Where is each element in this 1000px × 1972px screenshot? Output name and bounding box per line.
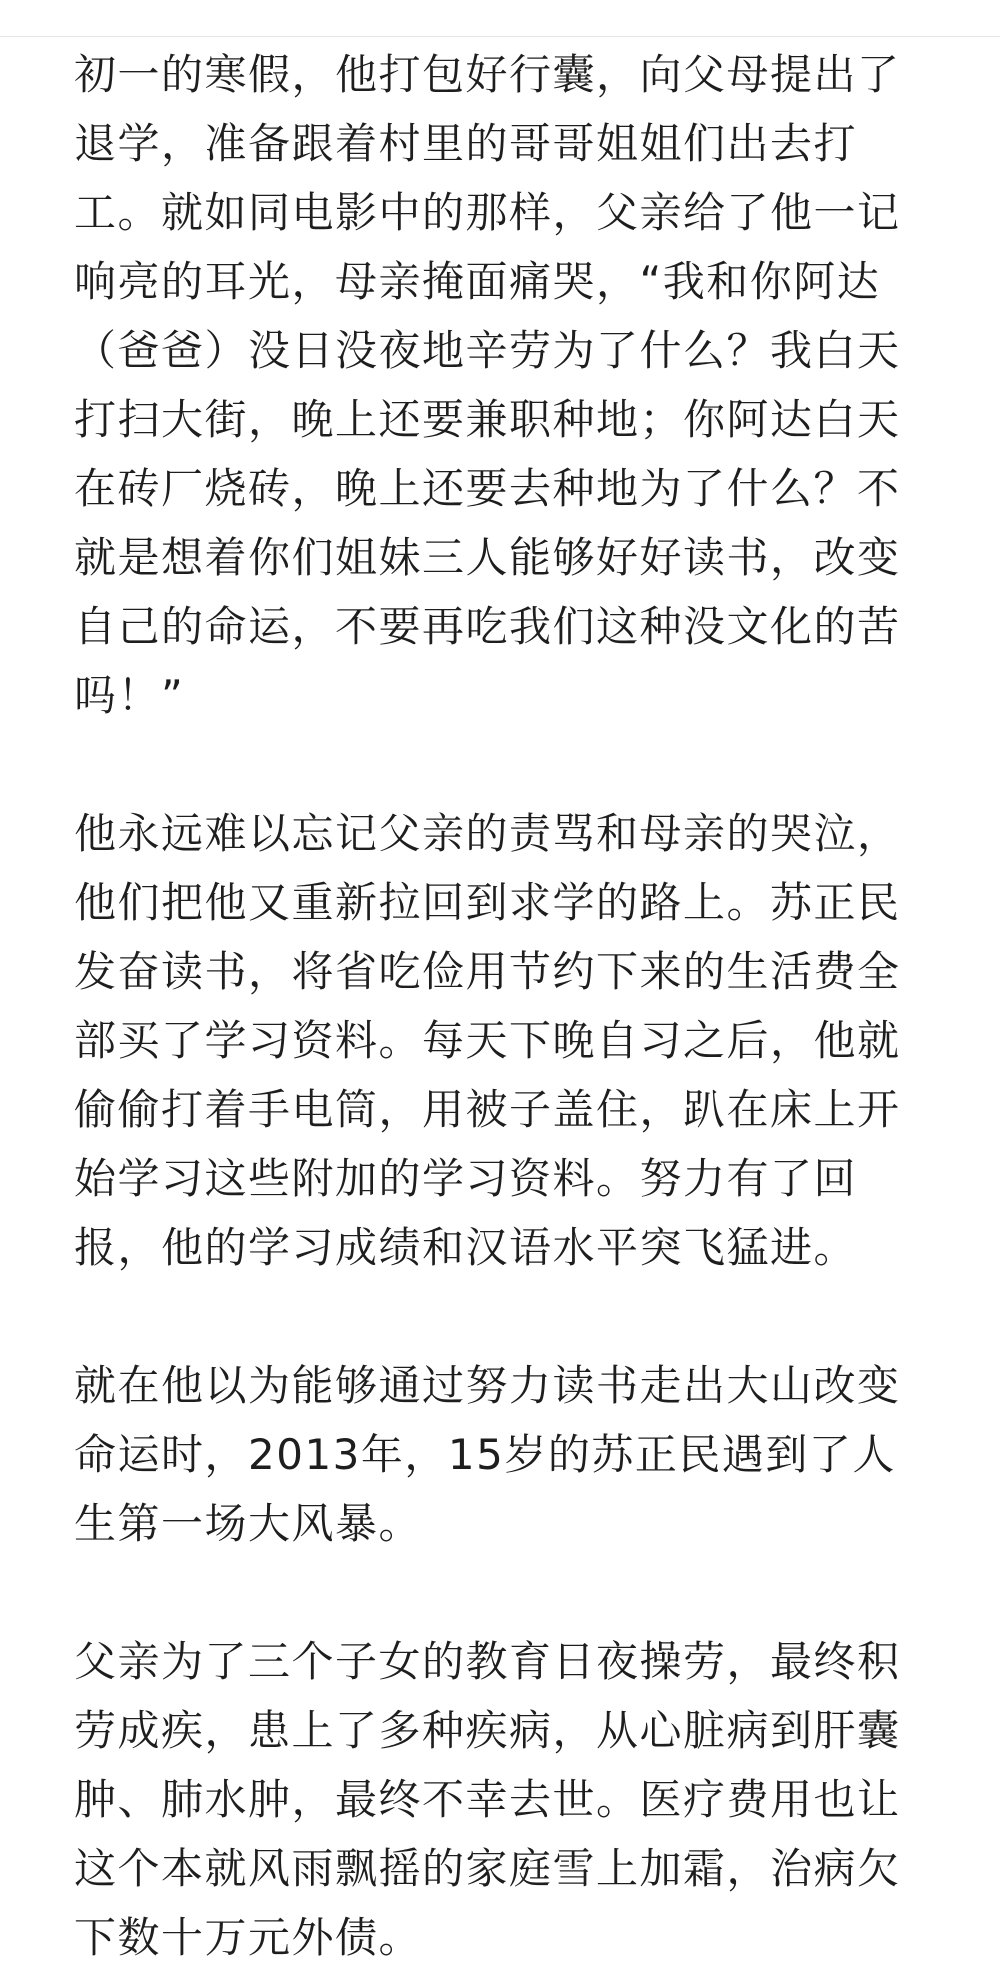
top-bar — [0, 0, 1000, 37]
article-paragraph-4: 父亲为了三个子女的教育日夜操劳，最终积劳成疾，患上了多种疾病，从心脏病到肝囊肿、肺水肿，最终不幸去世。医疗费用也让这个本就风雨飘摇的家庭雪上加霜，治病欠下数十万元外债。 — [74, 1637, 901, 1962]
article-paragraph-2: 他永远难以忘记父亲的责骂和母亲的哭泣，他们把他又重新拉回到求学的路上。苏正民发奋读书，将省吃俭用节约下来的生活费全部买了学习资料。每天下晚自习之后，他就偷偷打着手电筒，用被子盖住，趴在床上开始学习这些附加的学习资料。努力有了回报，他的学习成绩和汉语水平突飞猛进。 — [74, 809, 901, 1272]
article-paragraph-1: 初一的寒假，他打包好行囊，向父母提出了退学，准备跟着村里的哥哥姐姐们出去打工。就如同电影中的那样，父亲给了他一记响亮的耳光，母亲掩面痛哭，“我和你阿达（爸爸）没日没夜地辛劳为了什么？我白天打扫大街，晚上还要兼职种地；你阿达白天在砖厂烧砖，晚上还要去种地为了什么？不就是想着你们姐妹三人能够好好读书，改变自己的命运，不要再吃我们这种没文化的苦吗！” — [74, 50, 901, 720]
article-body — [74, 40, 934, 1972]
article-paragraph-3: 就在他以为能够通过努力读书走出大山改变命运时，2013年，15岁的苏正民遇到了人生第一场大风暴。 — [74, 1361, 901, 1548]
